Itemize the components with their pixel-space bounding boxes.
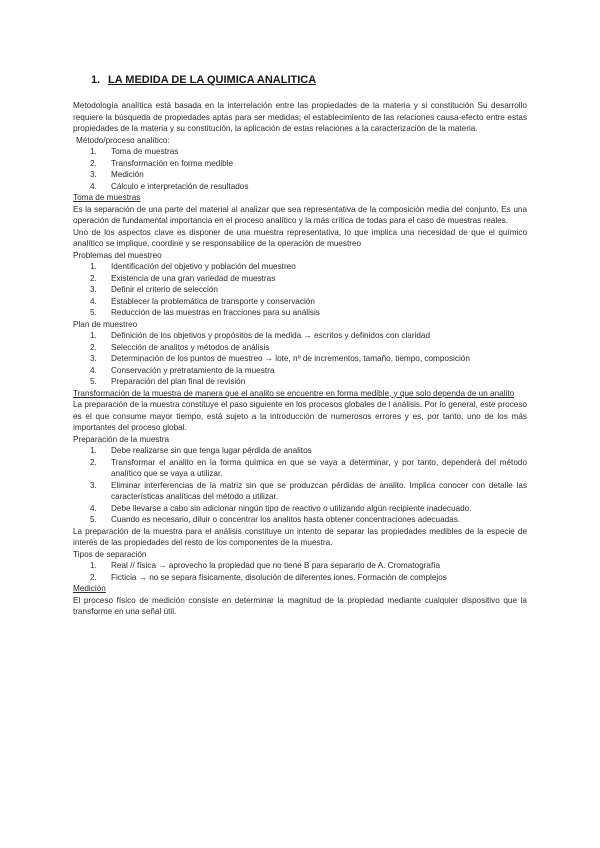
- list-item: 2. Transformar el analito en la forma química en que se vaya a determinar, y por tanto, dependerá del método analítico que se vaya a utilizar.: [90, 457, 527, 478]
- list-item: 3. Medición: [90, 170, 144, 179]
- prep-list: [73, 445, 527, 526]
- list-item: 2. Ficticia → no se separa físicamente, disolución de diferentes iones. Formación de complejos: [90, 572, 447, 582]
- list-item: 5. Preparación del plan final de revisión: [90, 377, 246, 386]
- list-item: 4. Conservación y pretratamiento de la muestra: [90, 365, 275, 375]
- list-item: 4. Debe llevarse a cabo sin adicionar ningún tipo de reactivo o utilizando algún recipiente inadecuado.: [90, 503, 472, 513]
- section-title: [91, 74, 316, 86]
- list-item: 1. Definición de los objetivos y propósitos de la medida → escritos y definidos con claridad: [90, 331, 431, 340]
- list-item: 2. Transformación en forma medible: [90, 158, 234, 168]
- list-item: 5. Reducción de las muestras en fracciones para su análisis: [90, 308, 320, 317]
- sampling-paragraph-1: Es la separación de una parte del material al analizar que sea representativa de la composición media del conjunto. Es una operación de fundamental importancia en el proceso analítico y la más crítica de todas para el caso de muestras reales.: [73, 204, 527, 225]
- transform-paragraph: La preparación de la muestra constituye el paso siguiente en los procesos globales de l análisis. Por lo general, este proceso es el que consume mayor tiempo, está sujeto a la introducción de numerosos errores y es, por tanto, uno de los más importantes del proceso global.: [73, 400, 527, 432]
- sampling-paragraph-2: Uno de los aspectos clave es disponer de una muestra representativa, lo que implica una necesidad de que el químico analítico se implique, coordine y se responsabilice de la operación de muestreo: [73, 227, 527, 248]
- plan-list: [73, 330, 527, 388]
- list-item: 2. Selección de analitos y métodos de análisis: [90, 342, 270, 352]
- list-item: 3. Eliminar interferencias de la matriz sin que se produzcan pérdidas de analito. Implica conocer con detalle las características analíticas del método a utilizar.: [90, 480, 527, 501]
- transform-heading: Transformación de la muestra de manera que el analito se encuentre en forma medible, y que solo dependa de un analito: [73, 388, 515, 398]
- separation-types-label: Tipos de separación: [73, 549, 147, 559]
- separation-types-list: [73, 560, 527, 583]
- list-item: 1. Debe realizarse sin que tenga lugar pérdida de analitos: [90, 446, 312, 455]
- problems-list: [73, 261, 527, 319]
- separation-paragraph: La preparación de la muestra para el análisis constituye un intento de separar las propiedades medibles de la especie de interés de las propiedades del resto de los componentes de la muestra.: [73, 526, 527, 547]
- list-item: 2. Existencia de una gran variedad de muestras: [90, 273, 276, 283]
- list-item: 1. Real // física → aprovecho la propiedad que no tiene B para separarlo de A. Cromatografía: [90, 561, 441, 570]
- prep-label: Preparación de la muestra: [73, 434, 170, 444]
- list-item: 4. Establecer la problemática de transporte y conservación: [90, 296, 315, 306]
- measure-heading: Medición: [73, 584, 106, 593]
- list-item: 4. Cálculo e interpretación de resultados: [90, 181, 249, 191]
- measure-paragraph: El proceso físico de medición consiste en determinar la magnitud de la propiedad mediante cualquier dispositivo que la transforme en una señal útil.: [73, 595, 527, 616]
- document-body: [73, 100, 527, 618]
- list-item: 1. Identificación del objetivo y población del muestreo: [90, 262, 296, 271]
- method-list: [73, 146, 527, 192]
- section-number: 1.: [91, 74, 101, 86]
- list-item: 1. Toma de muestras: [90, 147, 179, 156]
- method-label: Método/proceso analítico:: [76, 135, 170, 145]
- section-title-text: LA MEDIDA DE LA QUIMICA ANALITICA: [108, 74, 317, 86]
- intro-paragraph: Metodología analítica está basada en la interrelación entre las propiedades de la materia y si constitución Su desarrollo requiere la búsqueda de propiedades aptas para ser medidas; el establecimiento de las relaciones causa-efecto entre estas propiedades de la materia y su constitución, la aplicación de estas relaciones a la caracterización de la materia.: [73, 101, 527, 133]
- list-item: 3. Definir el criterio de selección: [90, 285, 218, 294]
- list-item: 5. Cuando es necesario, diluir o concentrar los analitos hasta obtener concentraciones adecuadas.: [90, 515, 461, 524]
- plan-label: Plan de muestreo: [73, 319, 138, 329]
- list-item: 3. Determinación de los puntos de muestreo → lote, nº de incrementos, tamaño, tiempo, composición: [90, 354, 470, 363]
- problems-label: Problemas del muestreo: [73, 250, 162, 260]
- sampling-heading: Toma de muestras: [73, 193, 141, 202]
